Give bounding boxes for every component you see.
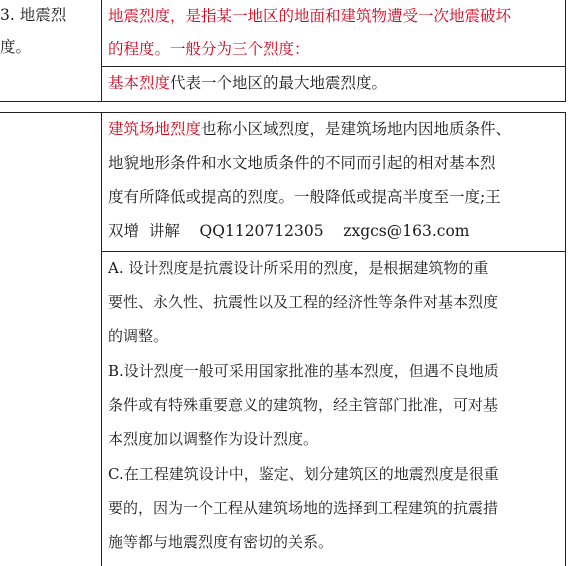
- design-a-line1: A. 设计烈度是抗震设计所采用的烈度，是根据建筑物的重: [108, 259, 489, 277]
- site-intensity-term: 建筑场地烈度: [108, 120, 202, 138]
- heading-label-line2: 度。: [0, 38, 32, 56]
- design-b-line3: 本烈度加以调整作为设计烈度。: [108, 430, 319, 448]
- site-intensity-line1: [108, 114, 511, 145]
- basic-intensity-desc: 代表一个地区的最大地震烈度。: [170, 74, 388, 92]
- design-a-line2: 要性、永久性、抗震性以及工程的经济性等条件对基本烈度: [108, 293, 499, 311]
- table-border-right-row1: [565, 0, 566, 102]
- basic-intensity-term: 基本烈度: [108, 74, 171, 92]
- definition-text-line2: 的程度。一般分为三个烈度：: [108, 40, 310, 58]
- table-border-left-col-row1: [101, 0, 102, 102]
- table-border-left-col-row2: [101, 113, 102, 566]
- design-a-line3: 的调整。: [108, 327, 169, 345]
- author-contact-line: 双增 讲解 QQ1120712305 zxgcs@163.com: [108, 222, 470, 240]
- table-border-right-row2: [565, 113, 566, 566]
- row1-inner-divider: [101, 66, 566, 67]
- heading-label-line1: 3. 地震烈: [0, 6, 67, 24]
- site-intensity-line1-rest: 也称小区域烈度，是建筑场地内因地质条件、: [201, 120, 512, 138]
- basic-intensity-text: [108, 68, 387, 99]
- definition-text-line1: 地震烈度，是指某一地区的地面和建筑物遭受一次地震破坏: [108, 7, 512, 25]
- site-intensity-line2: 地貌地形条件和水文地质条件的不同而引起的相对基本烈: [108, 154, 496, 172]
- design-c-line1: C.在工程建筑设计中，鉴定、划分建筑区的地震烈度是很重: [108, 465, 499, 483]
- row1-bottom-border: [0, 101, 566, 102]
- design-b-line1: B.设计烈度一般可采用国家批准的基本烈度，但遇不良地质: [108, 362, 499, 380]
- design-c-line2: 要的，因为一个工程从建筑场地的选择到工程建筑的抗震措: [108, 499, 499, 517]
- design-b-line2: 条件或有特殊重要意义的建筑物，经主管部门批准，可对基: [108, 396, 499, 414]
- row-gap-border: [0, 112, 566, 113]
- design-c-line3: 施等都与地震烈度有密切的关系。: [108, 533, 334, 551]
- row2-inner-divider: [101, 251, 566, 252]
- site-intensity-line3: 度有所降低或提高的烈度。一般降低或提高半度至一度;王: [108, 188, 501, 206]
